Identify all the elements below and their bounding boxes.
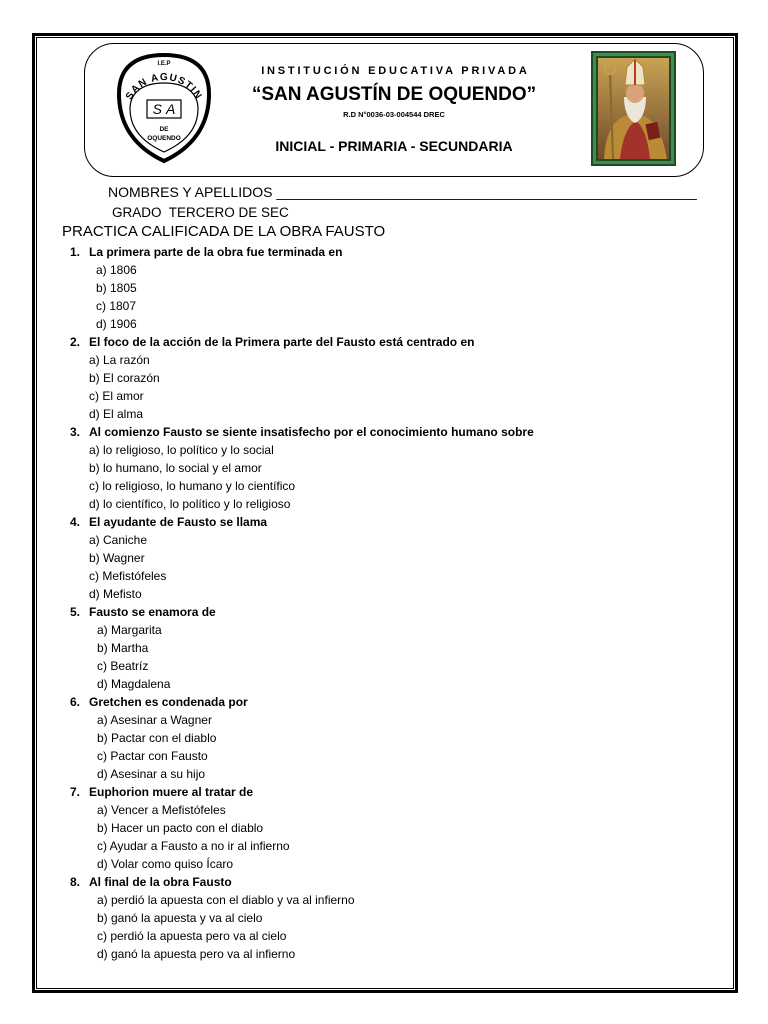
student-grade: GRADO TERCERO DE SEC <box>112 205 289 220</box>
answer-option-d: d) Magdalena <box>97 677 171 691</box>
question-text: El ayudante de Fausto se llama <box>89 515 268 529</box>
answer-option-c: c) El amor <box>89 389 144 403</box>
question-prompt <box>0 603 730 621</box>
saint-portrait-image <box>591 51 676 166</box>
question-prompt <box>0 513 730 531</box>
answer-option-a: a) 1806 <box>96 263 137 277</box>
answer-option-d: d) Volar como quiso Ícaro <box>97 857 234 871</box>
answer-option-c: c) Beatríz <box>97 659 149 673</box>
answer-option-b: b) El corazón <box>89 371 160 385</box>
answer-option-b: b) ganó la apuesta y va al cielo <box>97 911 263 925</box>
question-text: La primera parte de la obra fue terminada en <box>89 245 343 259</box>
answer-option-c: c) Ayudar a Fausto a no ir al infierno <box>97 839 290 853</box>
question-prompt <box>0 333 730 351</box>
answer-option-a: a) Margarita <box>97 623 162 637</box>
question-text: El foco de la acción de la Primera parte del Fausto está centrado en <box>89 335 475 349</box>
answer-option-d: d) 1906 <box>96 317 137 331</box>
question-prompt <box>0 873 730 891</box>
answer-option-a: a) lo religioso, lo político y lo social <box>89 443 274 457</box>
exam-title: PRACTICA CALIFICADA DE LA OBRA FAUSTO <box>62 223 386 240</box>
question-number: 6. <box>70 695 81 709</box>
question-6 <box>0 693 730 783</box>
institution-type: INSTITUCIÓN EDUCATIVA PRIVADA <box>261 65 530 77</box>
student-name-field: NOMBRES Y APELLIDOS ______________________________________________________ <box>108 184 697 200</box>
question-number: 5. <box>70 605 81 619</box>
school-name: “SAN AGUSTÍN DE OQUENDO” <box>251 84 537 105</box>
answer-option-d: d) El alma <box>89 407 144 421</box>
question-1 <box>0 243 730 333</box>
question-4 <box>0 513 730 603</box>
education-levels: INICIAL - PRIMARIA - SECUNDARIA <box>275 138 513 154</box>
answer-option-c: c) 1807 <box>96 299 137 313</box>
answer-option-b: b) lo humano, lo social y el amor <box>89 461 262 475</box>
answer-option-a: a) Vencer a Mefistófeles <box>97 803 226 817</box>
answer-option-c: c) perdió la apuesta pero va al cielo <box>97 929 287 943</box>
question-2 <box>0 333 730 423</box>
crest-monogram: SA <box>152 101 180 117</box>
question-text: Fausto se enamora de <box>89 605 216 619</box>
question-text: Al comienzo Fausto se siente insatisfecho por el conocimiento humano sobre <box>89 425 534 439</box>
answer-option-b: b) Hacer un pacto con el diablo <box>97 821 264 835</box>
question-number: 7. <box>70 785 81 799</box>
answer-option-a: a) Caniche <box>89 533 148 547</box>
answer-option-a: a) Asesinar a Wagner <box>97 713 212 727</box>
question-number: 3. <box>70 425 81 439</box>
resolution-number: R.D N°0036-03-004544 DREC <box>343 110 445 119</box>
crest-top-text: I.E.P <box>157 61 171 67</box>
crest-lower-text: DE <box>159 126 169 133</box>
question-number: 2. <box>70 335 81 349</box>
answer-option-d: d) lo científico, lo político y lo religioso <box>89 497 291 511</box>
answer-option-d: d) Mefisto <box>89 587 142 601</box>
answer-option-b: b) Wagner <box>89 551 145 565</box>
answer-option-c: c) Mefistófeles <box>89 569 167 583</box>
question-prompt <box>0 783 730 801</box>
answer-option-d: d) ganó la apuesta pero va al infierno <box>97 947 296 961</box>
answer-option-b: b) 1805 <box>96 281 137 295</box>
answer-option-d: d) Asesinar a su hijo <box>97 767 206 781</box>
answer-option-c: c) Pactar con Fausto <box>97 749 208 763</box>
crest-arc-label: SAN AGUSTIN <box>123 71 205 102</box>
question-number: 4. <box>70 515 81 529</box>
answer-option-c: c) lo religioso, lo humano y lo científico <box>89 479 296 493</box>
question-text: Euphorion muere al tratar de <box>89 785 254 799</box>
question-8 <box>0 873 730 963</box>
question-number: 8. <box>70 875 81 889</box>
question-3 <box>0 423 730 513</box>
answer-option-a: a) La razón <box>89 353 150 367</box>
question-list <box>0 243 730 963</box>
question-prompt <box>0 693 730 711</box>
question-text: Al final de la obra Fausto <box>89 875 232 889</box>
answer-option-a: a) perdió la apuesta con el diablo y va al infierno <box>97 893 355 907</box>
question-number: 1. <box>70 245 81 259</box>
question-prompt <box>0 423 730 441</box>
crest-bottom-text: OQUENDO <box>147 135 181 142</box>
question-prompt <box>0 243 730 261</box>
answer-option-b: b) Martha <box>97 641 149 655</box>
question-text: Gretchen es condenada por <box>89 695 248 709</box>
question-7 <box>0 783 730 873</box>
question-5 <box>0 603 730 693</box>
answer-option-b: b) Pactar con el diablo <box>97 731 217 745</box>
